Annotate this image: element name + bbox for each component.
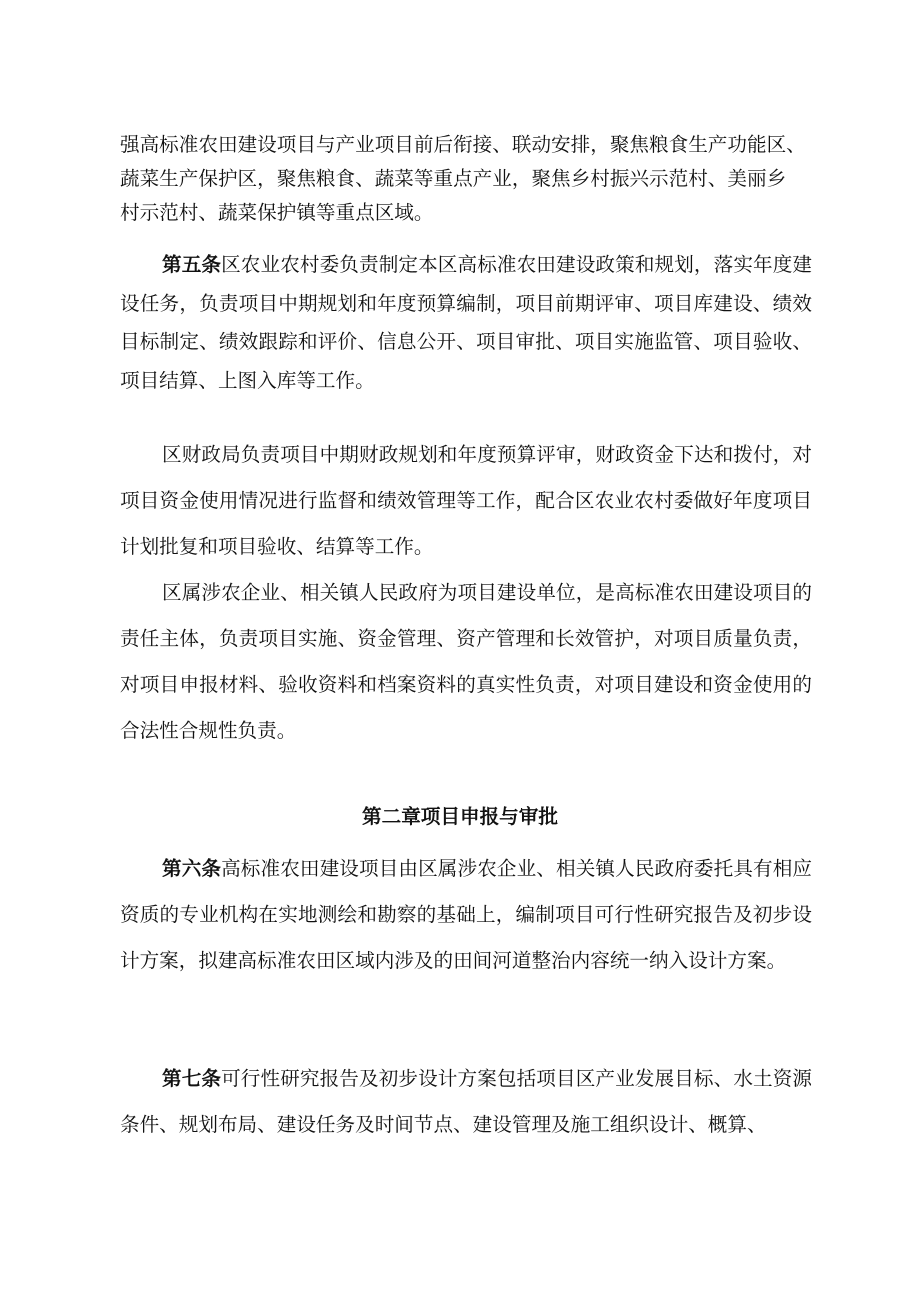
article-5-text: 区农业农村委负责制定本区高标准农田建设政策和规划，落实年度建设任务，负责项目中期规划和年度预算编制，项目前期评审、项目库建设、绩效目标制定、绩效跟踪和评价、信息公开、项目审批、项目实施监管、项目验收、项目结算、上图入库等工作。: [120, 253, 813, 392]
finance-bureau-paragraph: 区财政局负责项目中期财政规划和年度预算评审，财政资金下达和拨付，对项目资金使用情况进行监督和绩效管理等工作，配合区农业农村委做好年度项目计划批复和项目验收、结算等工作。: [120, 443, 812, 558]
article-5-label: 第五条: [162, 253, 222, 276]
intro-line-3: 村示范村、蔬菜保护镇等重点区域。: [120, 201, 434, 224]
intro-paragraph: [120, 128, 812, 230]
article-6-label: 第六条: [162, 857, 222, 880]
intro-line-2: 蔬菜生产保护区，聚焦粮食、蔬菜等重点产业，聚焦乡村振兴示范村、美丽乡: [120, 167, 787, 190]
article-5-paragraph: [120, 246, 812, 400]
article-7-label: 第七条: [162, 1067, 222, 1090]
article-7-paragraph: [120, 1056, 812, 1148]
construction-units-paragraph: 区属涉农企业、相关镇人民政府为项目建设单位，是高标准农田建设项目的责任主体，负责项目实施、资金管理、资产管理和长效管护，对项目质量负责，对项目申报材料、验收资料和档案资料的真实性负责，对项目建设和资金使用的合法性合规性负责。: [120, 581, 812, 742]
intro-line-1: 强高标准农田建设项目与产业项目前后衔接、联动安排，聚焦粮食生产功能区、: [120, 133, 806, 156]
article-7-text: 可行性研究报告及初步设计方案包括项目区产业发展目标、水土资源条件、规划布局、建设任务及时间节点、建设管理及施工组织设计、概算、: [120, 1067, 813, 1136]
article-6-paragraph: [120, 846, 812, 984]
article-6-text: 高标准农田建设项目由区属涉农企业、相关镇人民政府委托具有相应资质的专业机构在实地测绘和勘察的基础上，编制项目可行性研究报告及初步设计方案，拟建高标准农田区域内涉及的田间河道整治内容统一纳入设计方案。: [120, 857, 813, 972]
chapter-title: 第二章项目申报与审批: [362, 805, 558, 828]
